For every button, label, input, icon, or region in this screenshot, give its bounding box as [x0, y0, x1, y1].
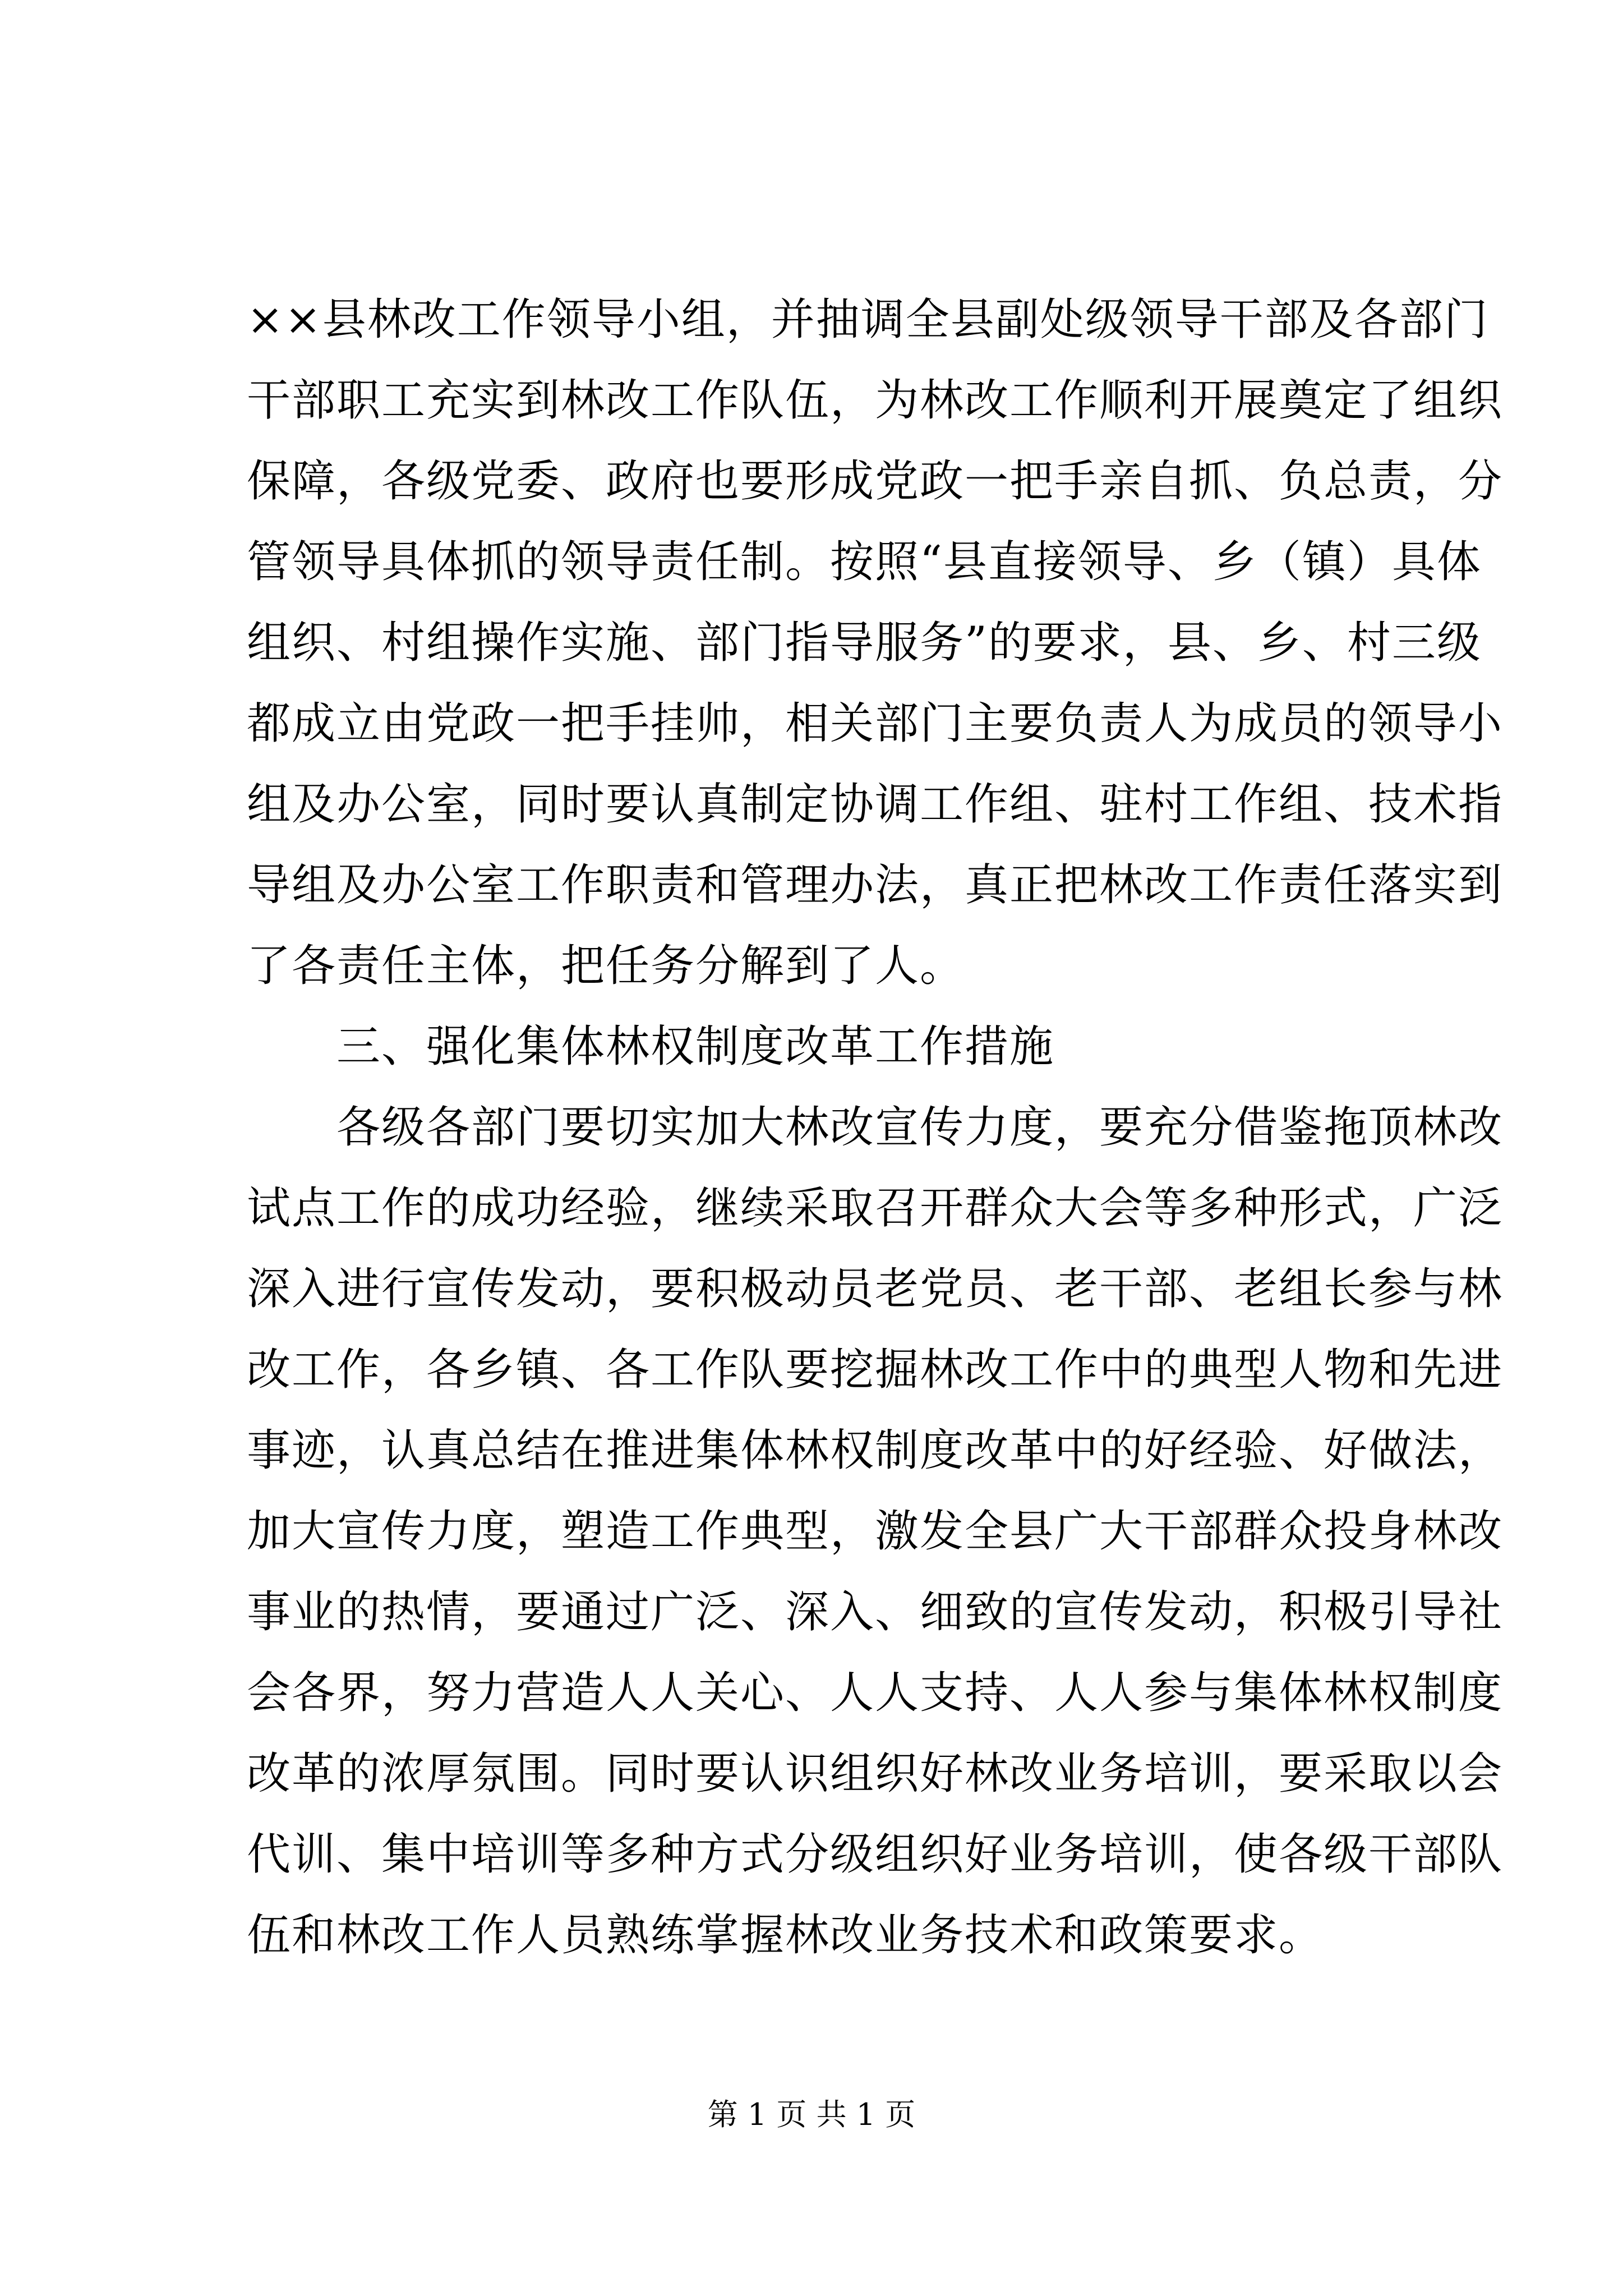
body-line-17: 事业的热情，要通过广泛、深入、细致的宣传发动，积极引导社: [247, 1587, 1504, 1637]
body-line-4: 管领导具体抓的领导责任制。按照“县直接领导、乡（镇）具体: [247, 537, 1482, 587]
body-line-20: 代训、集中培训等多种方式分级组织好业务培训，使各级干部队: [247, 1829, 1504, 1880]
body-line-14: 改工作，各乡镇、各工作队要挖掘林改工作中的典型人物和先进: [247, 1345, 1504, 1395]
body-line-1: ××县林改工作领导小组，并抽调全县副处级领导干部及各部门: [247, 295, 1489, 345]
body-line-18: 会各界，努力营造人人关心、人人支持、人人参与集体林权制度: [247, 1668, 1504, 1718]
body-line-2: 干部职工充实到林改工作队伍，为林改工作顺利开展奠定了组织: [247, 375, 1504, 426]
body-line-11: 各级各部门要切实加大林改宣传力度，要充分借鉴拖顶林改: [336, 1102, 1504, 1153]
body-line-16: 加大宣传力度，塑造工作典型，激发全县广大干部群众投身林改: [247, 1506, 1504, 1557]
body-line-15: 事迹，认真总结在推进集体林权制度改革中的好经验、好做法，: [247, 1425, 1504, 1476]
body-line-21: 伍和林改工作人员熟练掌握林改业务技术和政策要求。: [247, 1910, 1324, 1961]
body-line-3: 保障，各级党委、政府也要形成党政一把手亲自抓、负总责，分: [247, 456, 1504, 507]
body-line-12: 试点工作的成功经验，继续采取召开群众大会等多种形式，广泛: [247, 1183, 1504, 1234]
body-line-8: 导组及办公室工作职责和管理办法，真正把林改工作责任落实到: [247, 860, 1504, 910]
body-line-9: 了各责任主体，把任务分解到了人。: [247, 941, 965, 991]
body-line-19: 改革的浓厚氛围。同时要认识组织好林改业务培训，要采取以会: [247, 1749, 1504, 1799]
section-heading: 三、强化集体林权制度改革工作措施: [336, 1022, 1055, 1072]
page-footer: 第 1 页 共 1 页: [707, 2097, 916, 2132]
body-line-5: 组织、村组操作实施、部门指导服务”的要求，县、乡、村三级: [247, 618, 1482, 668]
body-line-6: 都成立由党政一把手挂帅，相关部门主要负责人为成员的领导小: [247, 698, 1504, 749]
body-line-13: 深入进行宣传发动，要积极动员老党员、老干部、老组长参与林: [247, 1264, 1504, 1314]
body-line-7: 组及办公室，同时要认真制定协调工作组、驻村工作组、技术指: [247, 779, 1504, 830]
